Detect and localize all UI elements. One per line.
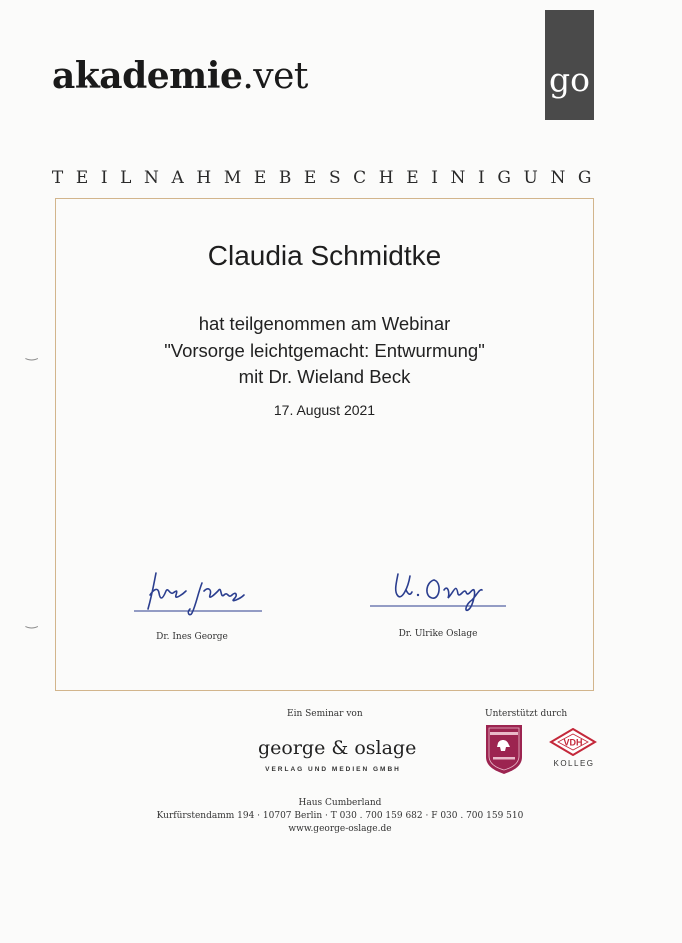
webinar-speaker: mit Dr. Wieland Beck (238, 366, 411, 387)
brand-name: akademie (52, 55, 243, 97)
certificate-date: 17. August 2021 (273, 402, 376, 418)
participation-text: hat teilgenommen am Webinar (198, 313, 451, 334)
vdh-diamond-icon (549, 728, 597, 756)
certificate-heading: TEILNAHMEBESCHEINIGUNG (51, 168, 605, 188)
signature-ines-george (128, 565, 268, 617)
shield-logo-icon (484, 723, 524, 775)
recipient-name: Claudia Schmidtke (207, 240, 442, 271)
brand-suffix: .vet (242, 56, 308, 97)
vdh-badge-text: VDH (563, 737, 583, 748)
go-logo-block (545, 10, 594, 120)
website-link[interactable]: www.george-oslage.de (288, 824, 392, 834)
signature-name-left: Dr. Ines George (156, 632, 228, 642)
supported-by-label: Unterstützt durch (485, 709, 568, 719)
akademie-vet-logo (52, 55, 308, 97)
signature-ulrike-oslage (368, 568, 510, 614)
signature-name-right: Dr. Ulrike Oslage (398, 629, 478, 639)
address-name: Haus Cumberland (298, 798, 382, 808)
punch-hole-mark: ‿ (26, 344, 38, 360)
punch-hole-mark: ‿ (26, 612, 38, 628)
seminar-by-label: Ein Seminar von (287, 709, 363, 719)
publisher-subtitle: VERLAG UND MEDIEN GMBH (265, 766, 401, 773)
publisher-logo: george & oslage (258, 737, 417, 759)
vdh-kolleg-label: KOLLEG (553, 759, 595, 768)
address-line: Kurfürstendamm 194 · 10707 Berlin · T 030 . 700 159 682 · F 030 . 700 159 510 (156, 811, 524, 821)
webinar-title: "Vorsorge leichtgemacht: Entwurmung" (164, 340, 485, 361)
go-mark: go (549, 60, 590, 99)
